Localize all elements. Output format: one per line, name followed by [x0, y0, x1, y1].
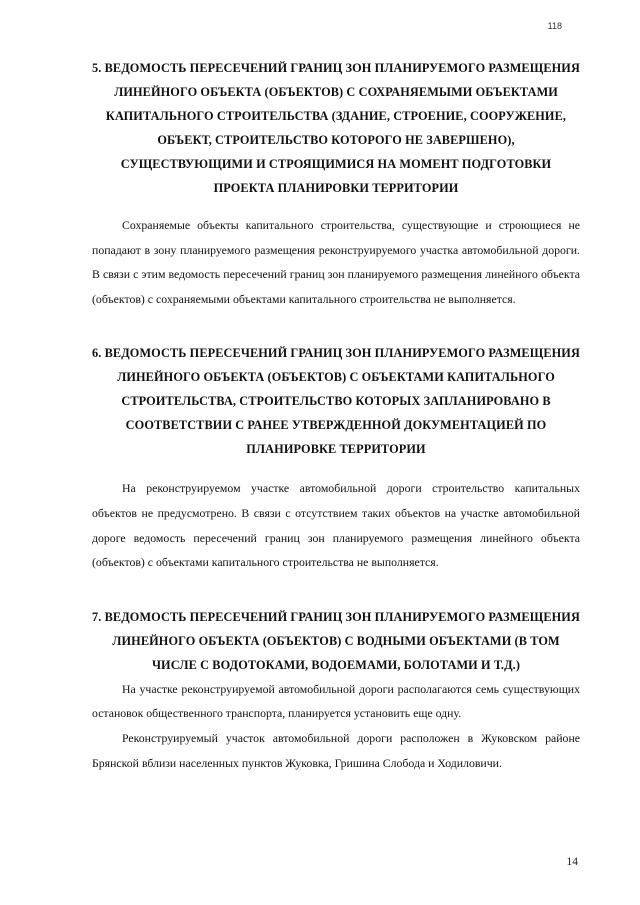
section-5-title: 5. ВЕДОМОСТЬ ПЕРЕСЕЧЕНИЙ ГРАНИЦ ЗОН ПЛАНИРУЕМОГО РАЗМЕЩЕНИЯ ЛИНЕЙНОГО ОБЪЕКТА (ОБЪЕКТОВ) С СОХРАНЯЕМЫМИ ОБЪЕКТАМИ КАПИТАЛЬНОГО СТРОИТЕЛЬСТВА (ЗДАНИЕ, СТРОЕНИЕ, СООРУЖЕНИЕ, ОБЪЕКТ, СТРОИТЕЛЬСТВО КОТОРОГО НЕ ЗАВЕРШЕНО), СУЩЕСТВУЮЩИМИ И СТРОЯЩИМИСЯ НА МОМЕНТ ПОДГОТОВКИ ПРОЕКТА ПЛАНИРОВКИ ТЕРРИТОРИИ — [92, 61, 580, 195]
section-7-title: 7. ВЕДОМОСТЬ ПЕРЕСЕЧЕНИЙ ГРАНИЦ ЗОН ПЛАНИРУЕМОГО РАЗМЕЩЕНИЯ ЛИНЕЙНОГО ОБЪЕКТА (ОБЪЕКТОВ) С ВОДНЫМИ ОБЪЕКТАМИ (В ТОМ ЧИСЛЕ С ВОДОТОКАМИ, ВОДОЕМАМИ, БОЛОТАМИ И Т.Д.) — [92, 609, 580, 672]
section-7-paragraph-2: Реконструируемый участок автомобильной дороги расположен в Жуковском районе Брянской вблизи населенных пунктов Жуковка, Гришина Слобода и Ходиловичи. — [92, 730, 580, 770]
document-body — [92, 56, 580, 775]
section-6-title: 6. ВЕДОМОСТЬ ПЕРЕСЕЧЕНИЙ ГРАНИЦ ЗОН ПЛАНИРУЕМОГО РАЗМЕЩЕНИЯ ЛИНЕЙНОГО ОБЪЕКТА (ОБЪЕКТОВ) С ОБЪЕКТАМИ КАПИТАЛЬНОГО СТРОИТЕЛЬСТВА, СТРОИТЕЛЬСТВО КОТОРЫХ ЗАПЛАНИРОВАНО В СООТВЕТСТВИИ С РАНЕЕ УТВЕРЖДЕННОЙ ДОКУМЕНТАЦИЕЙ ПО ПЛАНИРОВКЕ ТЕРРИТОРИИ — [92, 346, 580, 457]
section-7-paragraph-1: На участке реконструируемой автомобильной дороги располагаются семь существующих остановок общественного транспорта, планируется установить еще одну. — [92, 681, 580, 721]
section-6-paragraph: На реконструируемом участке автомобильной дороги строительство капитальных объектов не предусмотрено. В связи с отсутствием таких объектов на участке автомобильной дороге ведомость пересечений границ зон планируемого размещения линейного объекта (объектов) с объектами капитального строительства не выполняется. — [92, 481, 580, 570]
section-5-paragraph: Сохраняемые объекты капитального строительства, существующие и строющиеся не попадают в зону планируемого размещения реконструируемого участка автомобильной дороги. В связи с этим ведомость пересечений границ зон планируемого размещения линейного объекта (объектов) с сохраняемыми объектами капитального строительства не выполняется. — [92, 218, 580, 306]
page-number: 14 — [566, 856, 578, 868]
top-page-number: 118 — [547, 21, 562, 31]
